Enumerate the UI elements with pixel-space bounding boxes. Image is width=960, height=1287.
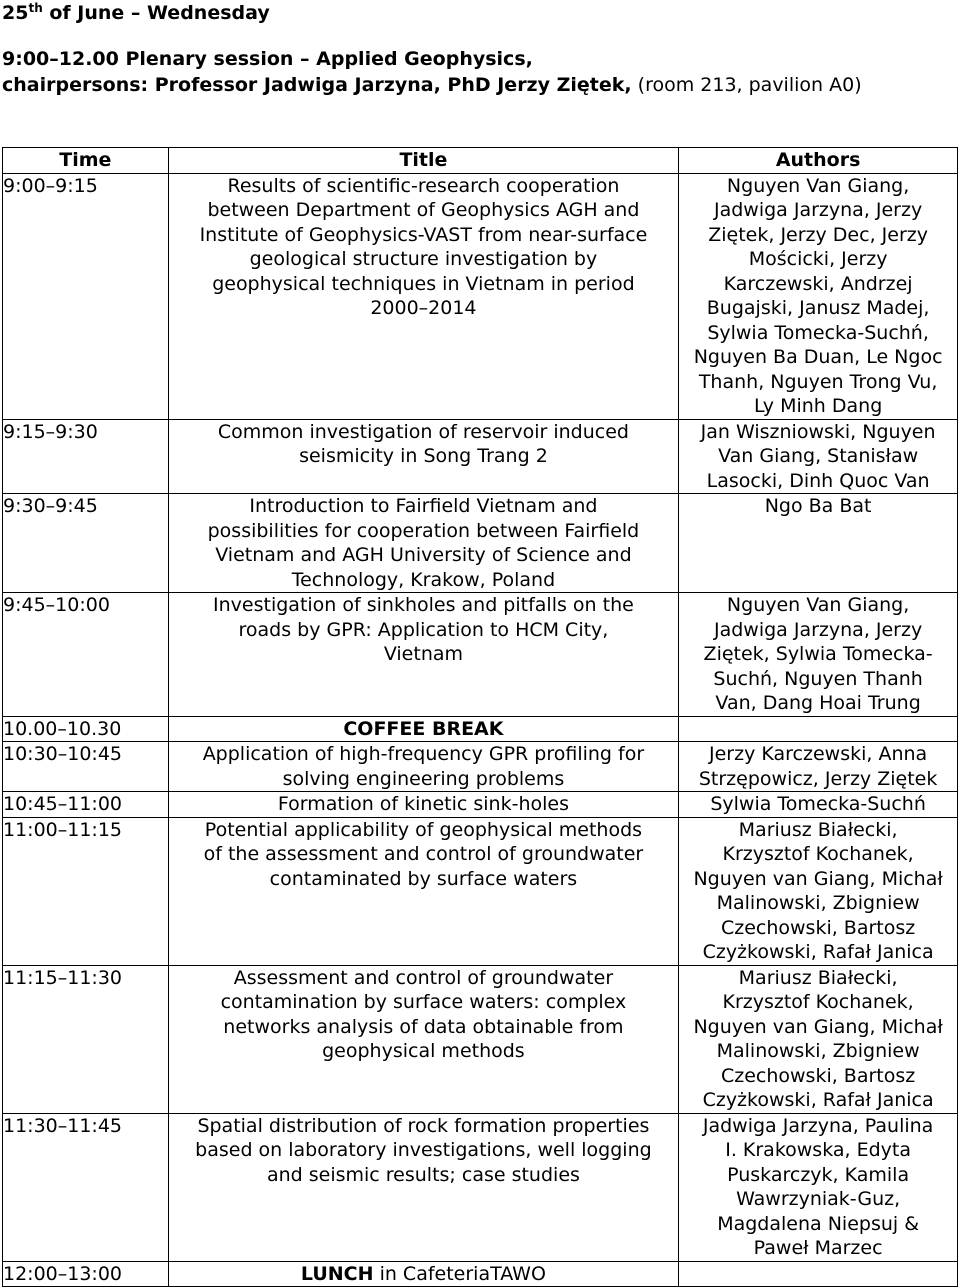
row-authors-line: Czechowski, Bartosz	[720, 916, 916, 939]
row-title-line: Assessment and control of groundwater	[233, 966, 614, 989]
row-title-line: geophysical methods	[322, 1040, 525, 1062]
table-row	[3, 792, 958, 818]
row-authors-line: Nguyen Van Giang,	[726, 174, 910, 197]
row-title-line: Investigation of sinkholes and pitfalls on the	[213, 594, 634, 616]
row-authors-line: Lasocki, Dinh Quoc Van	[706, 469, 930, 492]
row-authors-line: Ly Minh Dang	[753, 395, 883, 417]
row-title-line: Results of scientific-research cooperation	[227, 174, 620, 197]
row-title-line: Spatial distribution of rock formation properties	[197, 1114, 650, 1137]
row-title	[168, 742, 679, 792]
table-row	[3, 593, 958, 717]
row-title	[168, 494, 679, 593]
row-title-line: geological structure investigation by	[249, 248, 598, 270]
table-row	[3, 965, 958, 1113]
row-authors	[679, 173, 958, 419]
row-authors-line: Krzysztof Kochanek,	[722, 991, 914, 1013]
row-authors-line: Magdalena Niepsuj &	[717, 1212, 920, 1235]
row-title-line: Vietnam	[383, 643, 464, 665]
row-authors-line: Jan Wiszniowski, Nguyen	[700, 420, 936, 443]
row-title-line: of the assessment and control of groundwater	[203, 843, 644, 865]
row-authors-line: Mariusz Białecki,	[738, 966, 898, 989]
row-authors-line: Mariusz Białecki,	[738, 818, 898, 841]
lunch-authors	[679, 1261, 958, 1287]
lunch-label: LUNCH	[300, 1262, 374, 1285]
row-authors-line: Krzysztof Kochanek,	[722, 843, 914, 865]
day-rest: of June – Wednesday	[42, 2, 270, 24]
row-authors-line: Ngo Ba Bat	[764, 495, 872, 517]
row-authors-line: Sylwia Tomecka-Suchń	[710, 793, 926, 815]
row-time: 10:30–10:45	[3, 742, 169, 792]
row-title-line: Common investigation of reservoir induced	[217, 420, 629, 443]
table-row	[3, 716, 958, 742]
row-title	[168, 817, 679, 965]
day-suffix: th	[28, 1, 43, 15]
row-authors-line: Nguyen van Giang, Michał	[693, 867, 943, 890]
row-title-line: Technology, Krakow, Poland	[291, 568, 556, 591]
row-authors	[679, 494, 958, 593]
lunch-time: 12:00–13:00	[3, 1261, 169, 1287]
row-title-line: Institute of Geophysics-VAST from near-surface	[199, 223, 648, 246]
table-row	[3, 494, 958, 593]
day-number: 25	[2, 2, 29, 24]
row-title-line: Potential applicability of geophysical methods	[204, 818, 643, 841]
row-authors	[679, 742, 958, 792]
row-title-line: Formation of kinetic sink-holes	[277, 793, 569, 815]
row-title-line: networks analysis of data obtainable from	[223, 1015, 624, 1038]
row-title-line: COFFEE BREAK	[343, 717, 504, 740]
row-authors-line: Puskarczyk, Kamila	[727, 1163, 910, 1186]
session-heading	[2, 46, 862, 98]
row-time: 9:15–9:30	[3, 419, 169, 494]
row-title-line: Application of high-frequency GPR profiling for	[202, 743, 645, 765]
row-authors-line: Czechowski, Bartosz	[720, 1064, 916, 1087]
table-row	[3, 817, 958, 965]
row-authors-line: Jadwiga Jarzyna, Paulina	[702, 1114, 934, 1137]
row-authors-line: Paweł Marzec	[753, 1237, 883, 1259]
row-title-line: contamination by surface waters: complex	[220, 991, 627, 1013]
row-title-line: geophysical techniques in Vietnam in period	[212, 272, 635, 295]
lunch-place: in CafeteriaTAWO	[373, 1262, 546, 1285]
day-heading	[2, 0, 270, 26]
row-authors	[679, 965, 958, 1113]
row-authors-line: Nguyen Van Giang,	[726, 594, 910, 616]
row-authors-line: Jadwiga Jarzyna, Jerzy	[713, 199, 923, 221]
row-title	[168, 173, 679, 419]
row-title	[168, 792, 679, 818]
session-room: (room 213, pavilion A0)	[631, 74, 862, 96]
row-authors-line: Mościcki, Jerzy	[748, 248, 888, 270]
row-authors-line: Wawrzyniak-Guz,	[736, 1188, 901, 1210]
row-title-line: contaminated by surface waters	[269, 867, 578, 890]
table-header-row	[3, 148, 958, 174]
row-authors-line: Nguyen van Giang, Michał	[693, 1015, 943, 1038]
lunch-row	[3, 1261, 958, 1287]
row-authors-line: Nguyen Ba Duan, Le Ngoc	[693, 346, 943, 368]
row-title-line: Vietnam and AGH University of Science and	[215, 544, 632, 566]
table-row	[3, 1113, 958, 1261]
session-chairs-names: chairpersons: Professor Jadwiga Jarzyna, PhD Jerzy Ziętek,	[2, 74, 632, 96]
row-title	[168, 965, 679, 1113]
row-title-line: based on laboratory investigations, well logging	[195, 1139, 652, 1161]
row-time: 9:30–9:45	[3, 494, 169, 593]
row-authors-line: Karczewski, Andrzej	[723, 272, 913, 295]
row-time: 10.00–10.30	[3, 716, 169, 742]
row-title	[168, 716, 679, 742]
row-title-line: and seismic results; case studies	[266, 1163, 580, 1186]
row-title-line: 2000–2014	[370, 297, 477, 319]
row-authors	[679, 419, 958, 494]
header-title: Title	[168, 148, 679, 174]
row-time: 11:30–11:45	[3, 1113, 169, 1261]
row-time: 10:45–11:00	[3, 792, 169, 818]
table-row	[3, 419, 958, 494]
program-table	[2, 147, 958, 1287]
row-authors	[679, 792, 958, 818]
row-authors-line: Czyżkowski, Rafał Janica	[702, 941, 934, 963]
row-authors-line: Ziętek, Sylwia Tomecka-	[703, 643, 933, 665]
table-row	[3, 742, 958, 792]
row-authors-line: Ziętek, Jerzy Dec, Jerzy	[708, 223, 928, 246]
row-authors	[679, 593, 958, 717]
row-authors-line: Van, Dang Hoai Trung	[715, 692, 921, 714]
row-title	[168, 1113, 679, 1261]
row-title-line: solving engineering problems	[282, 767, 565, 790]
row-authors-line: Van Giang, Stanisław	[718, 445, 919, 467]
row-authors-line: Sylwia Tomecka-Suchń,	[707, 321, 929, 344]
row-authors-line: I. Krakowska, Edyta	[725, 1139, 911, 1161]
row-time: 11:15–11:30	[3, 965, 169, 1113]
row-authors-line: Strzępowicz, Jerzy Ziętek	[698, 767, 938, 790]
session-chairs	[2, 72, 862, 98]
row-authors	[679, 716, 958, 742]
row-title	[168, 419, 679, 494]
header-authors: Authors	[679, 148, 958, 174]
row-title	[168, 593, 679, 717]
row-authors	[679, 1113, 958, 1261]
row-time: 9:00–9:15	[3, 173, 169, 419]
header-time: Time	[3, 148, 169, 174]
row-authors-line: Malinowski, Zbigniew	[716, 1040, 920, 1062]
row-authors-line: Bugajski, Janusz Madej,	[706, 297, 930, 319]
lunch-title	[168, 1261, 679, 1287]
row-title-line: possibilities for cooperation between Fairfield	[207, 519, 640, 542]
row-authors-line: Jerzy Karczewski, Anna	[709, 743, 928, 765]
row-time: 9:45–10:00	[3, 593, 169, 717]
row-title-line: roads by GPR: Application to HCM City,	[238, 618, 609, 641]
row-authors-line: Thanh, Nguyen Trong Vu,	[698, 370, 938, 393]
row-authors-line: Czyżkowski, Rafał Janica	[702, 1089, 934, 1111]
row-time: 11:00–11:15	[3, 817, 169, 965]
row-title-line: Introduction to Fairfield Vietnam and	[249, 495, 598, 517]
session-title: 9:00–12.00 Plenary session – Applied Geophysics,	[2, 48, 533, 70]
table-row	[3, 173, 958, 419]
row-authors	[679, 817, 958, 965]
row-authors-line: Suchń, Nguyen Thanh	[713, 667, 923, 690]
row-title-line: between Department of Geophysics AGH and	[207, 199, 640, 221]
row-authors-line: Jadwiga Jarzyna, Jerzy	[713, 618, 923, 641]
row-title-line: seismicity in Song Trang 2	[299, 445, 548, 467]
row-authors-line: Malinowski, Zbigniew	[716, 892, 920, 914]
